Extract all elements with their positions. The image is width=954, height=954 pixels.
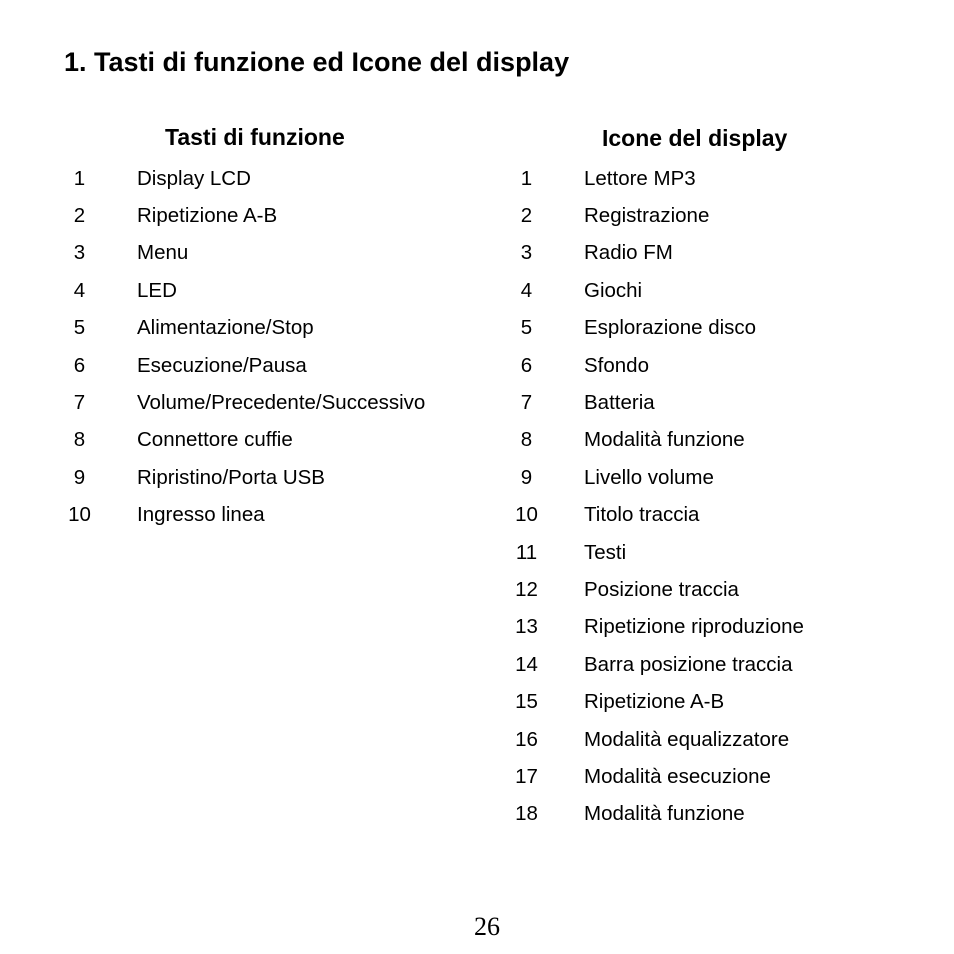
item-label: Titolo traccia <box>584 503 700 527</box>
item-number: 16 <box>515 727 538 751</box>
list-item <box>58 347 425 384</box>
item-number: 3 <box>73 241 86 265</box>
item-label: Esplorazione disco <box>584 316 757 340</box>
item-label: Alimentazione/Stop <box>137 316 314 340</box>
item-label: Modalità esecuzione <box>584 764 771 788</box>
function-keys-heading: Tasti di funzione <box>165 124 345 150</box>
list-item <box>505 459 804 496</box>
list-item <box>505 646 804 683</box>
item-number: 14 <box>515 652 538 676</box>
item-label: Barra posizione traccia <box>584 652 793 676</box>
item-label: Ingresso linea <box>137 503 265 527</box>
list-item <box>505 796 804 833</box>
page-title: 1. Tasti di funzione ed Icone del display <box>64 47 570 77</box>
list-item <box>505 758 804 795</box>
list-item <box>505 609 804 646</box>
item-number: 2 <box>520 204 533 228</box>
item-label: Registrazione <box>584 204 710 228</box>
list-item <box>505 160 804 197</box>
item-number: 9 <box>520 465 533 489</box>
item-label: LED <box>137 278 177 302</box>
item-label: Modalità funzione <box>584 428 745 452</box>
item-number: 3 <box>520 241 533 265</box>
item-label: Lettore MP3 <box>584 166 696 190</box>
item-number: 17 <box>515 764 538 788</box>
list-item <box>505 571 804 608</box>
item-number: 8 <box>73 428 86 452</box>
item-label: Ripetizione A-B <box>584 690 725 714</box>
list-item <box>505 384 804 421</box>
list-item <box>505 235 804 272</box>
item-label: Ripetizione A-B <box>137 204 278 228</box>
list-item <box>58 160 425 197</box>
list-item <box>505 347 804 384</box>
item-label: Livello volume <box>584 465 714 489</box>
item-label: Menu <box>137 241 189 265</box>
list-item <box>58 459 425 496</box>
item-number: 9 <box>73 465 86 489</box>
item-label: Batteria <box>584 391 655 415</box>
display-icons-list <box>505 160 804 833</box>
item-number: 13 <box>515 615 538 639</box>
item-label: Ripristino/Porta USB <box>137 465 325 489</box>
item-label: Posizione traccia <box>584 577 739 601</box>
item-number: 5 <box>520 316 533 340</box>
item-label: Modalità equalizzatore <box>584 727 790 751</box>
item-label: Connettore cuffie <box>137 428 293 452</box>
list-item <box>505 534 804 571</box>
list-item <box>505 310 804 347</box>
list-item <box>505 272 804 309</box>
item-number: 6 <box>73 353 86 377</box>
item-number: 10 <box>515 503 538 527</box>
item-label: Sfondo <box>584 353 649 377</box>
item-number: 12 <box>515 577 538 601</box>
list-item <box>58 272 425 309</box>
item-label: Giochi <box>584 278 643 302</box>
item-number: 4 <box>73 278 86 302</box>
list-item <box>58 422 425 459</box>
list-item <box>58 235 425 272</box>
item-label: Display LCD <box>137 166 251 190</box>
list-item <box>505 721 804 758</box>
item-number: 8 <box>520 428 533 452</box>
list-item <box>58 384 425 421</box>
item-number: 1 <box>73 166 86 190</box>
item-label: Testi <box>584 540 627 564</box>
item-number: 2 <box>73 204 86 228</box>
item-number: 10 <box>68 503 91 527</box>
list-item <box>58 497 425 534</box>
item-label: Radio FM <box>584 241 673 265</box>
item-number: 15 <box>515 690 538 714</box>
item-label: Volume/Precedente/Successivo <box>137 391 426 415</box>
item-number: 18 <box>515 802 538 826</box>
item-number: 5 <box>73 316 86 340</box>
item-number: 7 <box>73 391 86 415</box>
item-label: Ripetizione riproduzione <box>584 615 804 639</box>
list-item <box>58 197 425 234</box>
function-keys-list <box>58 160 425 534</box>
item-number: 1 <box>520 166 533 190</box>
item-number: 11 <box>515 540 538 564</box>
item-number: 4 <box>520 278 533 302</box>
list-item <box>505 422 804 459</box>
item-label: Esecuzione/Pausa <box>137 353 307 377</box>
item-number: 7 <box>520 391 533 415</box>
display-icons-heading: Icone del display <box>602 125 788 151</box>
list-item <box>505 497 804 534</box>
list-item <box>505 197 804 234</box>
list-item <box>58 310 425 347</box>
item-label: Modalità funzione <box>584 802 745 826</box>
list-item <box>505 683 804 720</box>
page-number: 26 <box>474 912 500 941</box>
item-number: 6 <box>520 353 533 377</box>
